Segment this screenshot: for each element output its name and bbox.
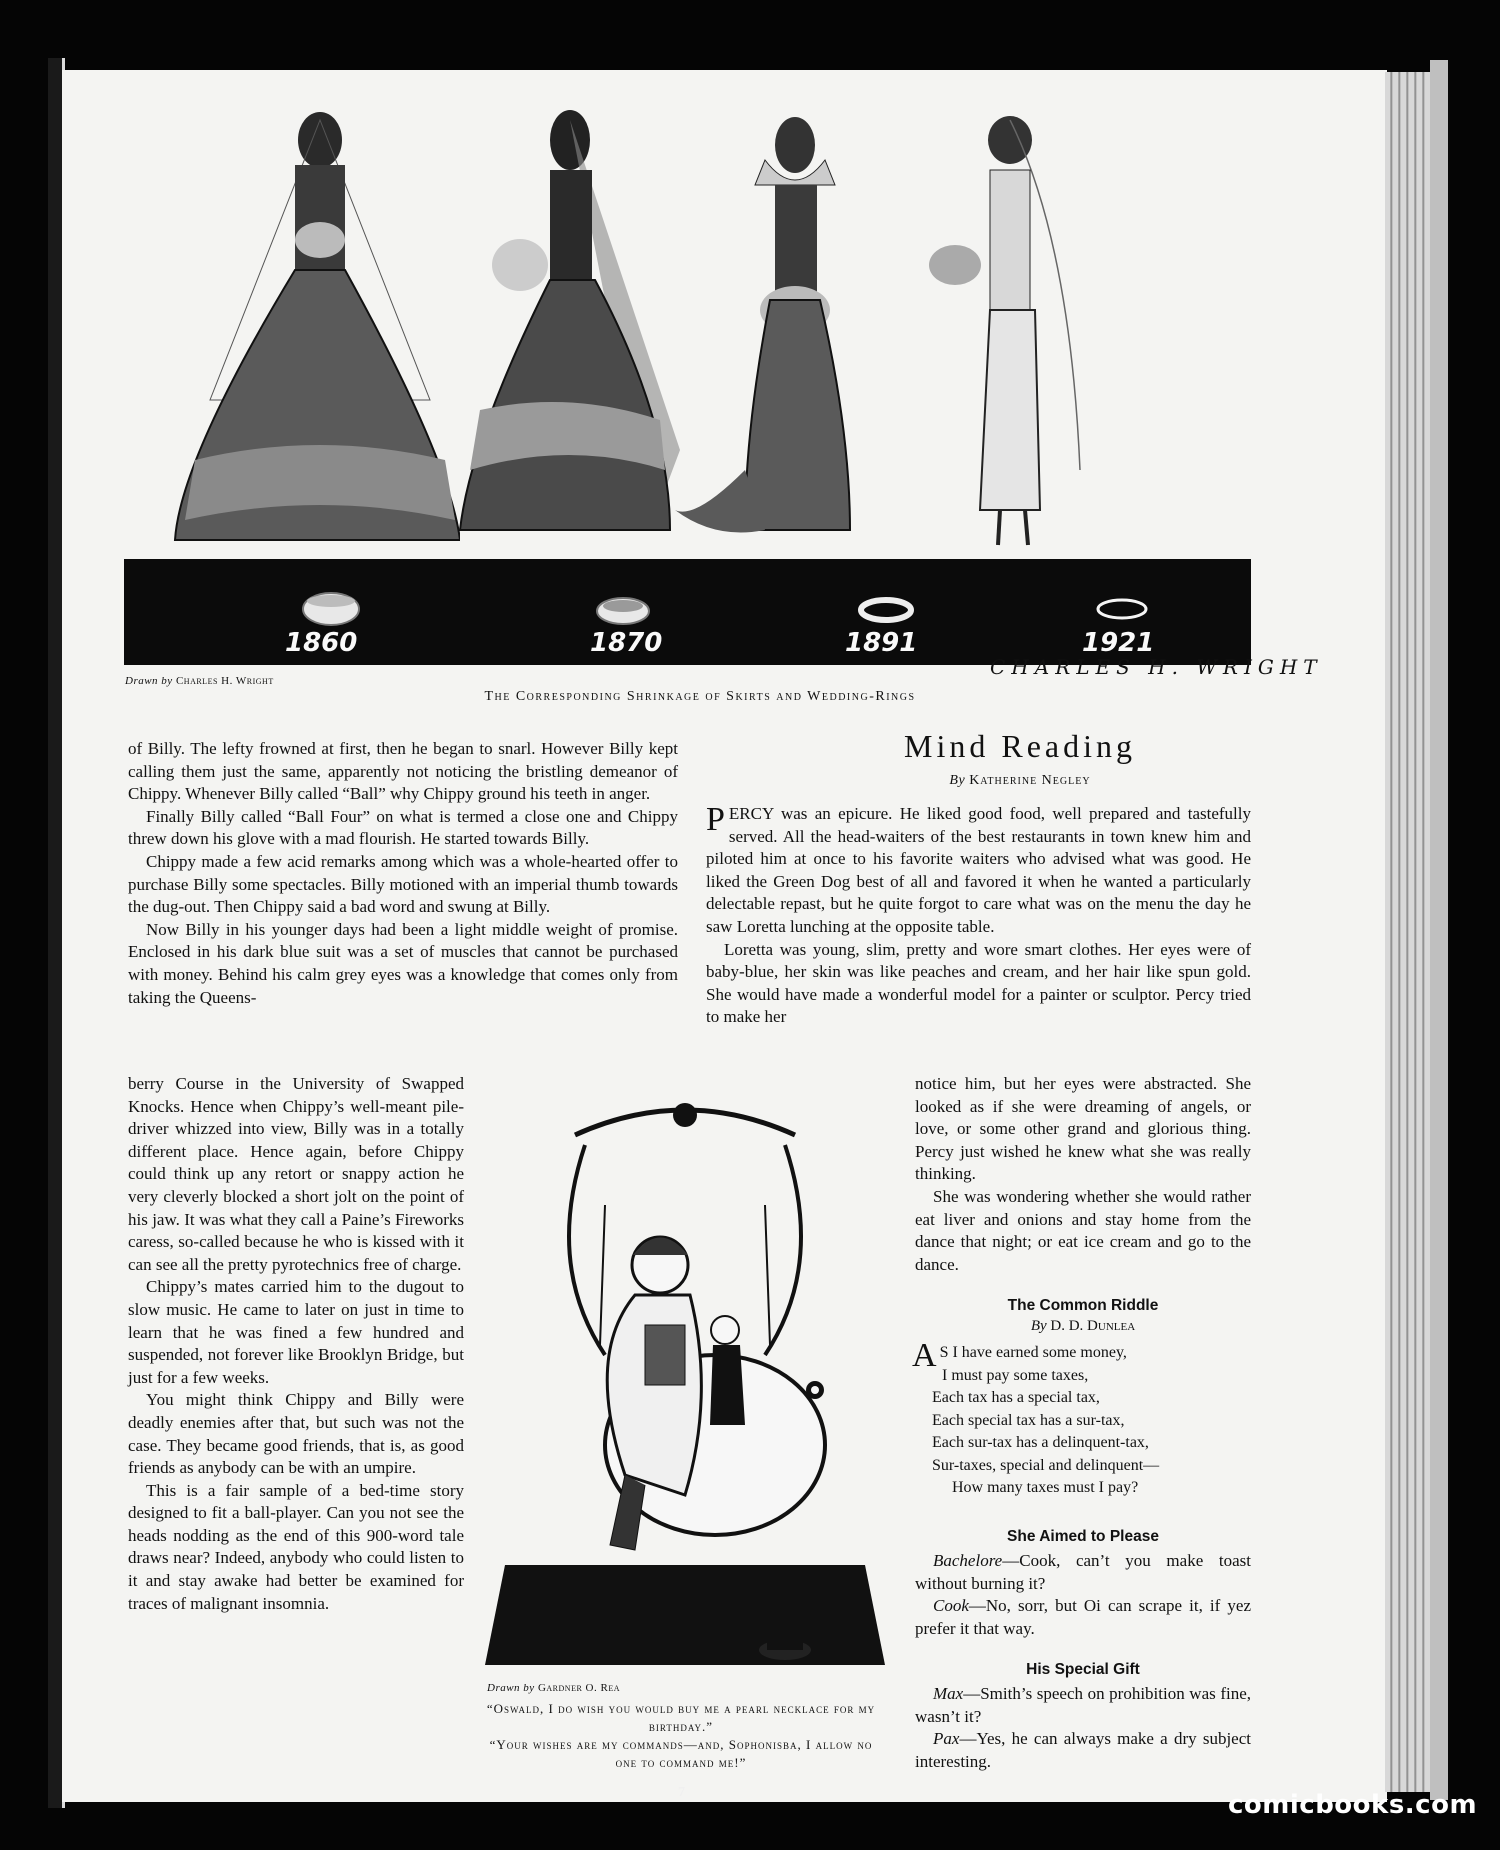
bride-1921-figure	[910, 90, 1090, 560]
bride-1860-figure	[170, 100, 460, 560]
paragraph: Finally Billy called “Ball Four” on what is termed a close one and Chippy threw down his glove with a mad flourish. He started towards Billy.	[128, 806, 678, 849]
drop-cap: A	[912, 1337, 937, 1374]
year-label: 1891	[845, 628, 918, 658]
poem-line: Each sur-tax has a delinquent-tax,	[932, 1434, 1149, 1451]
mind-reading-body	[706, 803, 1251, 1029]
year-label: 1870	[590, 628, 663, 658]
joke-title: His Special Gift	[1026, 1661, 1140, 1678]
cartoon-credit	[487, 1682, 620, 1694]
paragraph: berry Course in the University of Swapped Knocks. Hence when Chippy’s well-meant pile-driver whizzed into view, Billy was in a totally different place. Hence again, before Chippy could think up any retort or snappy action he very cleverly blocked a short jolt on the point of his jaw. It was what they call a Paine’s Fireworks caress, so-called because he who is kissed with it can see all the pretty pyrotechnics free of charge.	[128, 1074, 464, 1274]
paragraph	[915, 1683, 1251, 1728]
joke-body	[915, 1683, 1251, 1773]
mind-reading-narrow	[915, 1073, 1251, 1276]
credit-label: Drawn by	[487, 1682, 535, 1694]
page-number: 7	[678, 1785, 685, 1800]
page-stack-edge-outer	[1430, 60, 1448, 1800]
cartoon-caption	[486, 1700, 876, 1772]
poem-line: I must pay some taxes,	[942, 1366, 1089, 1384]
illustration-credit	[125, 675, 274, 687]
paragraph	[915, 1728, 1251, 1773]
ring-1921-icon	[1094, 595, 1150, 623]
article-byline	[760, 773, 1280, 789]
year-label: 1860	[285, 628, 358, 658]
poem-line	[912, 1337, 1252, 1374]
paragraph: This is a fair sample of a bed-time story designed to fit a ball-player. Can you not see the heads nodding as the end of this 900-word tale draws near? Indeed, anybody who could listen to it and stay awake had better be examined for traces of malignant insomnia.	[128, 1480, 464, 1613]
speech: —Smith’s speech on prohibition was fine, wasn’t it?	[915, 1684, 1251, 1726]
poem-text: S I have earned some money,	[939, 1344, 1127, 1361]
paragraph	[706, 803, 1251, 939]
paragraph: She was wondering whether she would rather eat liver and onions and stay home from the dance that night; or eat ice cream and go to the dance.	[915, 1186, 1251, 1274]
paragraph: Chippy made a few acid remarks among which was a whole-hearted offer to purchase Billy some spectacles. Billy motioned with an imperial thumb towards the dug-out. Then Chippy said a bad word and swung at Billy.	[128, 851, 678, 917]
speaker: Pax	[933, 1729, 960, 1749]
illustration-caption: The Corresponding Shrinkage of Skirts and Wedding-Rings	[484, 689, 916, 704]
byline-author: Katherine Negley	[969, 773, 1091, 788]
speaker: Max	[933, 1684, 964, 1703]
year-label: 1921	[1082, 628, 1155, 658]
riddle-title: The Common Riddle	[1007, 1297, 1159, 1314]
poem-line: How many taxes must I pay?	[952, 1479, 1139, 1496]
credit-label: Drawn by	[125, 675, 173, 687]
article-title: Mind Reading	[904, 728, 1136, 764]
watermark: comicbooks.com	[1228, 1790, 1478, 1820]
poem-line: Sur-taxes, special and delinquent—	[932, 1456, 1160, 1474]
paragraph	[915, 1595, 1251, 1640]
poem-line: Each tax has a special tax,	[932, 1389, 1100, 1406]
ring-1891-icon	[857, 595, 915, 625]
speech: —Yes, he can always make a dry subject interesting.	[915, 1729, 1251, 1771]
paragraph: Now Billy in his younger days had been a light middle weight of promise. Enclosed in his dark blue suit was a set of muscles that cannot be purchased with money. Behind his calm grey eyes was a knowledge that comes only from taking the Queens-	[128, 919, 678, 1007]
joke-body	[915, 1550, 1251, 1640]
byline-by: By	[949, 773, 966, 788]
artist-signature: CHARLES H. WRIGHT	[990, 655, 1323, 679]
credit-name: Charles H. Wright	[175, 675, 274, 687]
caption-line: “Oswald, I do wish you would buy me a pearl necklace for my birthday.”	[486, 1701, 876, 1734]
paragraph: Chippy’s mates carried him to the dugout to slow music. He came to later on just in time to learn that he was fined a few hundred and suspended, not forever like Brooklyn Bridge, but just for a few weeks.	[128, 1277, 464, 1387]
speech: —Cook, can’t you make toast without burning it?	[915, 1551, 1251, 1593]
joke-title: She Aimed to Please	[1007, 1528, 1159, 1545]
credit-name: Gardner O. Rea	[537, 1682, 620, 1694]
ring-1870-icon	[592, 593, 654, 629]
drop-cap: P	[706, 801, 725, 838]
byline-author: D. D. Dunlea	[1050, 1318, 1136, 1334]
bride-illustration	[130, 90, 1250, 560]
left-column-narrow	[128, 1073, 464, 1615]
speaker: Bachelore	[933, 1551, 1003, 1570]
ring-1860-icon	[299, 589, 363, 629]
riddle-poem	[912, 1337, 1252, 1500]
paragraph: Loretta was young, slim, pretty and wore smart clothes. Her eyes were of baby-blue, her skin was like peaches and cream, and her hair like spun gold. She would have made a wonderful model for a painter or sculptor. Percy tried to make her	[706, 939, 1251, 1027]
byline-by: By	[1030, 1318, 1047, 1334]
riddle-byline	[915, 1318, 1251, 1335]
cartoon-illustration	[485, 1095, 885, 1665]
paragraph: You might think Chippy and Billy were deadly enemies after that, but such was not the case. They became good friends, that is, as good friends as anybody can be with an umpire.	[128, 1390, 464, 1478]
paragraph	[915, 1550, 1251, 1595]
speaker: Cook	[933, 1596, 969, 1616]
speech: —No, sorr, but Oi can scrape it, if yez prefer it that way.	[915, 1596, 1251, 1638]
caption-line: “Your wishes are my commands—and, Sophonisba, I allow no one to command me!”	[489, 1737, 873, 1770]
paragraph: of Billy. The lefty frowned at first, then he began to snarl. However Billy kept calling them just the same, apparently not noticing the bristling demeanor of Chippy. Whenever Billy called “Ball” why Chippy ground his teeth in anger.	[128, 739, 678, 804]
paragraph: notice him, but her eyes were abstracted. She looked as if she were dreaming of angels, or love, or some other grand and glorious thing. Percy just wished he knew what she was really thinking.	[915, 1074, 1251, 1184]
bride-1870-figure	[450, 90, 690, 560]
poem-line: Each special tax has a sur-tax,	[932, 1411, 1125, 1429]
page-stack-edge	[1385, 72, 1430, 1792]
left-column-top	[128, 738, 678, 1009]
bride-1891-figure	[675, 90, 915, 560]
paragraph-text: ERCY was an epicure. He liked good food, well prepared and tastefully served. All the head-waiters of the best restaurants in town knew him and piloted him at once to his favorite waiters who advised what was good. He liked the Green Dog best of all and favored it when he wanted a particularly delectable repast, but he quite forgot to care what was on the menu the day he saw Loretta lunching at the opposite table.	[706, 804, 1251, 936]
